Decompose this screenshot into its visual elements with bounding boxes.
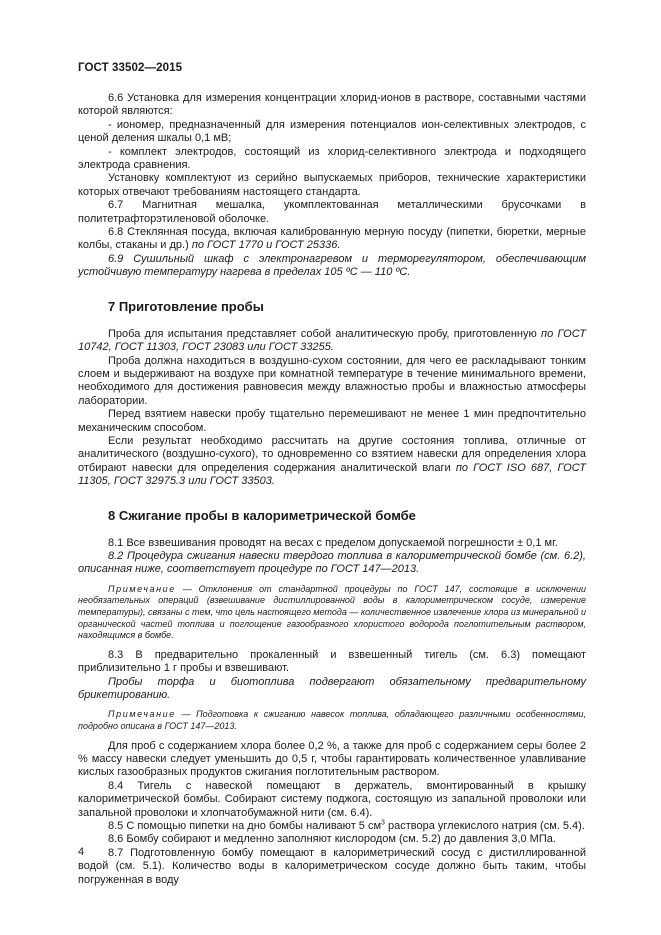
- page-number: 4: [78, 846, 85, 858]
- section-7-heading: 7 Приготовление пробы: [108, 298, 264, 314]
- note-2-label: Примечание: [108, 709, 176, 720]
- paragraph-8-5-text-b: раствора углекислого натрия (см. 5.4).: [384, 820, 585, 832]
- note-1: [78, 584, 586, 642]
- paragraph-8-3-peat: Пробы торфа и биотоплива подвергают обязательному предварительному брикетированию.: [78, 675, 586, 701]
- paragraph-7-2: Проба должна находиться в воздушно-сухом состоянии, для чего ее раскладывают тонким слоем и выдерживают на воздухе при комнатной температуре в течение минимального времени, необходимого для достижения равновесия между влажностью пробы и влажностью атмосферы лаборатории.: [78, 354, 586, 407]
- paragraph-6-7: 6.7 Магнитная мешалка, укомплектованная металлическими брусочками в политетрафторэтиленовой оболочке.: [78, 199, 586, 225]
- section-8-heading: 8 Сжигание пробы в калориметрической бомбе: [108, 507, 416, 523]
- paragraph-7-1-ref: по ГОСТ 10742, ГОСТ 11303, ГОСТ 23083 или ГОСТ 33255.: [78, 327, 586, 354]
- paragraph-7-3: Перед взятием навески пробу тщательно перемешивают не менее 1 мин предпочтительно механическим способом.: [78, 408, 586, 434]
- paragraph-6-6: 6.6 Установка для измерения концентрации хлорид-ионов в растворе, составными частями которой являются:: [78, 92, 586, 118]
- paragraph-8-5-superscript: 3: [381, 819, 385, 827]
- document-header: ГОСТ 33502—2015: [78, 62, 183, 74]
- paragraph-7-1: [78, 328, 586, 355]
- paragraph-8-4: 8.4 Тигель с навеской помещают в держатель, вмонтированный в крышку калориметрической бомбы. Собирают систему поджога, состоящую из запальной проволоки или запальной проволоки и хлопчатобумажной нити (см. 6.4).: [78, 779, 586, 819]
- paragraph-7-4-ref: по ГОСТ ISO 687, ГОСТ 11305, ГОСТ 32975.3 или ГОСТ 33503.: [78, 461, 586, 488]
- paragraph-7-1-text: Проба для испытания представляет собой аналитическую пробу, приготовленную: [108, 327, 542, 340]
- note-2-text: — Подготовка к сжиганию навесок топлива, обладающего различными особенностями, подробно описана в ГОСТ 147—2013.: [78, 709, 586, 731]
- paragraph-7-4-text: Если результат необходимо рассчитать на другие состояния топлива, отличные от аналитического (воздушно-сухого), то одновременно со взятием навески для определения хлора отбирают навески для определения содержания аналитической влаги: [78, 434, 586, 474]
- paragraph-8-6: 8.6 Бомбу собирают и медленно заполняют кислородом (см. 5.2) до давления 3,0 МПа.: [108, 833, 556, 846]
- paragraph-6-8-ref: по ГОСТ 1770 и ГОСТ 25336.: [191, 239, 341, 252]
- paragraph-8-1: 8.1 Все взвешивания проводят на весах с пределом допускаемой погрешности ± 0,1 мг.: [108, 536, 558, 549]
- note-2: [78, 709, 586, 732]
- paragraph-6-6-note: Установку комплектуют из серийно выпускаемых приборов, технические характеристики которых отвечают требованиям настоящего стандарта.: [78, 172, 586, 198]
- note-1-label: Примечание: [108, 583, 176, 594]
- paragraph-8-3: 8.3 В предварительно прокаленный и взвешенный тигель (см. 6.3) помещают приблизительно 1 г пробы и взвешивают.: [78, 648, 586, 675]
- paragraph-6-8-text: 6.8 Стеклянная посуда, включая калиброванную мерную посуду (пипетки, бюретки, мерные колбы, стаканы и др.): [78, 226, 586, 252]
- paragraph-6-6-item-2: - комплект электродов, состоящий из хлорид-селективного электрода и подходящего электрода сравнения.: [78, 145, 586, 172]
- paragraph-6-8: [78, 226, 586, 253]
- paragraph-8-5: [78, 820, 586, 833]
- document-body: [78, 92, 586, 887]
- paragraph-8-7: 8.7 Подготовленную бомбу помещают в калориметрический сосуд с дистиллированной водой (см. 5.1). Количество воды в калориметрическом сосуде должно быть таким, чтобы погруженная в воду: [78, 846, 586, 886]
- paragraph-8-3-mass: Для проб с содержанием хлора более 0,2 %, а также для проб с содержанием серы более 2 % массу навески следует уменьшить до 0,5 г, чтобы гарантировать количественное улавливание кислых газообразных продуктов сжигания поглотительным раствором.: [78, 739, 586, 779]
- paragraph-6-6-item-1: - иономер, предназначенный для измерения потенциалов ион-селективных электродов, с ценой деления шкалы 0,1 мВ;: [78, 118, 586, 145]
- paragraph-7-4: [78, 435, 586, 489]
- paragraph-8-5-text-a: 8.5 С помощью пипетки на дно бомбы наливают 5 см: [108, 820, 382, 832]
- paragraph-8-2: 8.2 Процедура сжигания навески твердого топлива в калориметрической бомбе (см. 6.2), описанная ниже, соответствует процедуре по ГОСТ 147—2013.: [78, 549, 586, 576]
- note-1-text: — Отклонения от стандартной процедуры по ГОСТ 147, состоящие в исключении необязательных операций (взвешивание дистиллированной воды в калориметрическом сосуде, измерение температуры), связаны с тем, что цель настоящего метода — количественное извлечение хлора из минеральной и органической частей топлива и поглощение газообразного хлористого водорода поглотительным раствором, находящимся в бомбе.: [78, 583, 586, 641]
- paragraph-6-9: 6.9 Сушильный шкаф с электронагревом и терморегулятором, обеспечивающим устойчивую температуру нагрева в пределах 105 ºС — 110 ºС.: [78, 252, 586, 279]
